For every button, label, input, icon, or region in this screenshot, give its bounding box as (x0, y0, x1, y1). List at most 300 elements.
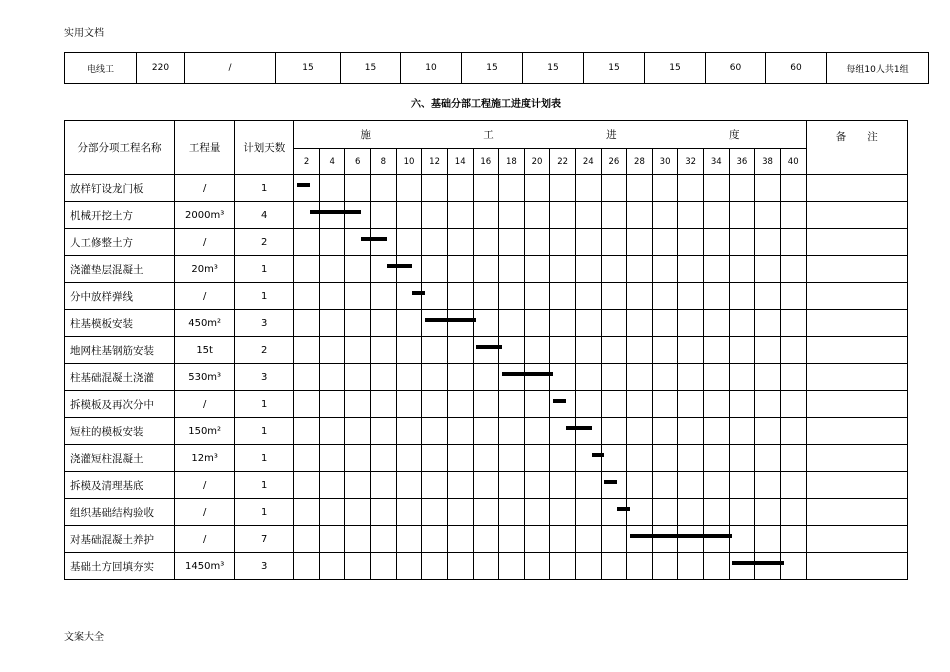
gantt-cell (396, 310, 422, 337)
gantt-cell (319, 499, 345, 526)
gantt-cell (780, 553, 806, 580)
gantt-cell (652, 283, 678, 310)
gantt-cell (601, 526, 627, 553)
gantt-cell (396, 472, 422, 499)
gantt-cell (524, 526, 550, 553)
remarks-cell (806, 202, 907, 229)
gantt-cell (755, 472, 781, 499)
gantt-cell (575, 310, 601, 337)
table-row (65, 229, 908, 256)
gantt-cell (780, 364, 806, 391)
gantt-cell (319, 229, 345, 256)
gantt-cell (396, 256, 422, 283)
gantt-cell (447, 337, 473, 364)
gantt-cell (499, 418, 525, 445)
gantt-cell (678, 418, 704, 445)
task-name: 地网柱基钢筋安装 (65, 337, 175, 364)
gantt-cell (473, 337, 499, 364)
gantt-cell (652, 175, 678, 202)
task-qty: / (175, 391, 235, 418)
gantt-cell (703, 256, 729, 283)
gantt-cell (755, 283, 781, 310)
gantt-cell (473, 553, 499, 580)
task-name: 拆模板及再次分中 (65, 391, 175, 418)
gantt-cell (319, 256, 345, 283)
gantt-cell (422, 310, 448, 337)
day-tick: 28 (627, 149, 653, 175)
gantt-cell (780, 499, 806, 526)
gantt-cell (703, 445, 729, 472)
gantt-cell (678, 364, 704, 391)
gantt-cell (345, 364, 371, 391)
gantt-bar (297, 183, 310, 187)
day-tick: 8 (371, 149, 397, 175)
task-qty: / (175, 526, 235, 553)
gantt-cell (652, 391, 678, 418)
gantt-cell (396, 526, 422, 553)
gantt-cell (319, 202, 345, 229)
gantt-cell (729, 472, 755, 499)
day-tick: 40 (780, 149, 806, 175)
gantt-cell (729, 553, 755, 580)
gantt-cell (575, 526, 601, 553)
gantt-cell (422, 364, 448, 391)
gantt-cell (627, 364, 653, 391)
gantt-cell (371, 310, 397, 337)
gantt-cell (294, 391, 320, 418)
task-name: 柱基模板安装 (65, 310, 175, 337)
top-row-cell: / (185, 53, 276, 84)
task-days: 1 (235, 499, 294, 526)
task-qty: 15t (175, 337, 235, 364)
gantt-cell (729, 310, 755, 337)
gantt-cell (627, 175, 653, 202)
gantt-cell (371, 256, 397, 283)
gantt-cell (627, 256, 653, 283)
gantt-cell (729, 499, 755, 526)
task-name: 短柱的模板安装 (65, 418, 175, 445)
task-name: 拆模及清理基底 (65, 472, 175, 499)
top-row-cell: 10 (401, 53, 462, 84)
gantt-cell (652, 472, 678, 499)
remarks-cell (806, 337, 907, 364)
gantt-cell (396, 499, 422, 526)
gantt-cell (652, 310, 678, 337)
gantt-cell (345, 175, 371, 202)
gantt-cell (575, 499, 601, 526)
gantt-cell (345, 391, 371, 418)
gantt-cell (729, 283, 755, 310)
gantt-cell (447, 391, 473, 418)
gantt-cell (780, 202, 806, 229)
table-row (65, 553, 908, 580)
top-row-cell: 电线工 (65, 53, 137, 84)
task-days: 3 (235, 553, 294, 580)
gantt-cell (729, 175, 755, 202)
gantt-cell (473, 364, 499, 391)
gantt-cell (550, 310, 576, 337)
gantt-cell (319, 526, 345, 553)
task-qty: 2000m³ (175, 202, 235, 229)
gantt-cell (652, 445, 678, 472)
task-name: 放样钉设龙门板 (65, 175, 175, 202)
gantt-cell (703, 526, 729, 553)
remarks-cell (806, 499, 907, 526)
gantt-cell (550, 553, 576, 580)
gantt-cell (627, 229, 653, 256)
gantt-cell (371, 391, 397, 418)
task-qty: 530m³ (175, 364, 235, 391)
schedule-table (64, 120, 908, 580)
gantt-cell (627, 283, 653, 310)
gantt-cell (473, 526, 499, 553)
gantt-cell (396, 202, 422, 229)
gantt-cell (755, 256, 781, 283)
gantt-cell (294, 310, 320, 337)
gantt-cell (294, 337, 320, 364)
gantt-cell (524, 310, 550, 337)
day-tick: 14 (447, 149, 473, 175)
gantt-cell (755, 418, 781, 445)
gantt-cell (678, 445, 704, 472)
gantt-cell (473, 445, 499, 472)
gantt-cell (396, 283, 422, 310)
gantt-cell (780, 526, 806, 553)
gantt-cell (755, 202, 781, 229)
day-tick: 38 (755, 149, 781, 175)
gantt-cell (780, 310, 806, 337)
gantt-cell (652, 526, 678, 553)
gantt-cell (524, 337, 550, 364)
gantt-cell (550, 229, 576, 256)
gantt-cell (294, 202, 320, 229)
gantt-cell (396, 418, 422, 445)
top-row-cell: 60 (766, 53, 827, 84)
gantt-cell (345, 553, 371, 580)
progress-header-char: 度 (728, 129, 740, 141)
top-row-cell: 15 (645, 53, 706, 84)
gantt-cell (524, 229, 550, 256)
gantt-cell (575, 337, 601, 364)
top-row-cell: 15 (276, 53, 341, 84)
gantt-cell (396, 391, 422, 418)
gantt-cell (294, 418, 320, 445)
task-name: 基础土方回填夯实 (65, 553, 175, 580)
gantt-cell (780, 256, 806, 283)
gantt-cell (575, 202, 601, 229)
task-days: 1 (235, 391, 294, 418)
table-row (65, 499, 908, 526)
gantt-cell (755, 445, 781, 472)
gantt-cell (319, 391, 345, 418)
gantt-cell (345, 256, 371, 283)
gantt-cell (550, 256, 576, 283)
gantt-cell (729, 445, 755, 472)
gantt-cell (627, 526, 653, 553)
gantt-cell (550, 202, 576, 229)
gantt-cell (755, 391, 781, 418)
gantt-cell (627, 445, 653, 472)
gantt-cell (345, 445, 371, 472)
gantt-cell (550, 283, 576, 310)
gantt-cell (729, 229, 755, 256)
task-days: 2 (235, 337, 294, 364)
gantt-cell (499, 526, 525, 553)
gantt-cell (473, 175, 499, 202)
gantt-cell (499, 310, 525, 337)
gantt-cell (499, 202, 525, 229)
gantt-cell (703, 283, 729, 310)
gantt-cell (678, 283, 704, 310)
top-row-cell: 每组10人共1组 (827, 53, 929, 84)
gantt-cell (499, 499, 525, 526)
gantt-cell (729, 202, 755, 229)
page-header: 实用文档 (64, 28, 104, 39)
gantt-cell (575, 418, 601, 445)
day-tick: 18 (499, 149, 525, 175)
gantt-cell (422, 526, 448, 553)
gantt-cell (601, 256, 627, 283)
gantt-cell (319, 472, 345, 499)
gantt-cell (447, 202, 473, 229)
gantt-cell (294, 283, 320, 310)
table-row (65, 364, 908, 391)
gantt-cell (371, 283, 397, 310)
gantt-cell (550, 391, 576, 418)
gantt-cell (473, 310, 499, 337)
gantt-cell (627, 202, 653, 229)
day-tick: 2 (294, 149, 320, 175)
gantt-cell (396, 175, 422, 202)
top-summary-row (64, 52, 929, 84)
gantt-cell (678, 553, 704, 580)
gantt-cell (703, 553, 729, 580)
task-name: 浇灌垫层混凝土 (65, 256, 175, 283)
table-row (65, 310, 908, 337)
table-row (65, 391, 908, 418)
gantt-cell (627, 553, 653, 580)
gantt-cell (627, 472, 653, 499)
table-row (65, 202, 908, 229)
day-tick: 12 (422, 149, 448, 175)
task-days: 1 (235, 445, 294, 472)
remarks-cell (806, 256, 907, 283)
gantt-cell (447, 256, 473, 283)
gantt-cell (755, 499, 781, 526)
remarks-cell (806, 472, 907, 499)
gantt-cell (524, 499, 550, 526)
progress-header-char: 工 (483, 129, 494, 141)
day-tick: 20 (524, 149, 550, 175)
top-row-cell: 220 (137, 53, 185, 84)
remarks-cell (806, 445, 907, 472)
gantt-cell (499, 175, 525, 202)
task-name: 柱基础混凝土浇灌 (65, 364, 175, 391)
gantt-cell (575, 256, 601, 283)
gantt-cell (422, 175, 448, 202)
gantt-cell (319, 364, 345, 391)
gantt-cell (371, 499, 397, 526)
gantt-cell (499, 391, 525, 418)
gantt-cell (371, 472, 397, 499)
gantt-cell (755, 175, 781, 202)
gantt-cell (447, 499, 473, 526)
remarks-cell (806, 526, 907, 553)
day-tick: 26 (601, 149, 627, 175)
gantt-cell (601, 418, 627, 445)
gantt-cell (447, 472, 473, 499)
gantt-cell (447, 283, 473, 310)
table-row (65, 418, 908, 445)
gantt-cell (473, 391, 499, 418)
gantt-cell (652, 364, 678, 391)
gantt-cell (678, 337, 704, 364)
gantt-cell (345, 337, 371, 364)
table-row (65, 445, 908, 472)
table-row (65, 526, 908, 553)
gantt-cell (447, 445, 473, 472)
gantt-cell (396, 445, 422, 472)
task-days: 1 (235, 256, 294, 283)
gantt-cell (550, 526, 576, 553)
remarks-cell (806, 364, 907, 391)
remarks-cell (806, 391, 907, 418)
day-tick: 16 (473, 149, 499, 175)
gantt-cell (422, 499, 448, 526)
top-row-cell: 15 (584, 53, 645, 84)
gantt-cell (575, 472, 601, 499)
gantt-cell (294, 256, 320, 283)
gantt-cell (294, 229, 320, 256)
gantt-cell (422, 391, 448, 418)
gantt-cell (319, 175, 345, 202)
gantt-cell (473, 472, 499, 499)
gantt-cell (371, 175, 397, 202)
task-days: 2 (235, 229, 294, 256)
gantt-cell (422, 445, 448, 472)
task-name: 浇灌短柱混凝土 (65, 445, 175, 472)
gantt-cell (678, 499, 704, 526)
progress-header-char: 进 (606, 129, 617, 141)
gantt-cell (345, 283, 371, 310)
gantt-cell (294, 175, 320, 202)
task-days: 7 (235, 526, 294, 553)
task-name: 分中放样弹线 (65, 283, 175, 310)
gantt-cell (371, 337, 397, 364)
gantt-cell (601, 229, 627, 256)
gantt-cell (550, 175, 576, 202)
gantt-cell (319, 337, 345, 364)
gantt-cell (473, 229, 499, 256)
day-tick: 4 (319, 149, 345, 175)
gantt-cell (422, 283, 448, 310)
gantt-cell (524, 472, 550, 499)
task-qty: 150m² (175, 418, 235, 445)
gantt-cell (524, 418, 550, 445)
task-qty: / (175, 472, 235, 499)
task-qty: / (175, 283, 235, 310)
gantt-cell (575, 364, 601, 391)
gantt-cell (396, 337, 422, 364)
task-qty: 1450m³ (175, 553, 235, 580)
day-tick: 34 (703, 149, 729, 175)
task-days: 4 (235, 202, 294, 229)
gantt-cell (473, 202, 499, 229)
gantt-cell (447, 526, 473, 553)
gantt-cell (601, 499, 627, 526)
gantt-cell (780, 337, 806, 364)
gantt-cell (755, 229, 781, 256)
gantt-cell (678, 175, 704, 202)
gantt-cell (575, 445, 601, 472)
gantt-cell (447, 553, 473, 580)
task-name: 对基础混凝土养护 (65, 526, 175, 553)
gantt-cell (703, 364, 729, 391)
gantt-cell (601, 283, 627, 310)
table-row (65, 283, 908, 310)
gantt-cell (780, 283, 806, 310)
gantt-cell (601, 310, 627, 337)
day-tick: 30 (652, 149, 678, 175)
remarks-cell (806, 283, 907, 310)
gantt-cell (345, 499, 371, 526)
gantt-cell (575, 175, 601, 202)
task-days: 1 (235, 418, 294, 445)
gantt-cell (678, 472, 704, 499)
schedule-title: 六、基础分部工程施工进度计划表 (411, 99, 561, 110)
gantt-cell (780, 175, 806, 202)
gantt-cell (447, 310, 473, 337)
day-tick: 24 (575, 149, 601, 175)
gantt-cell (345, 202, 371, 229)
gantt-cell (575, 553, 601, 580)
gantt-cell (601, 175, 627, 202)
gantt-cell (755, 553, 781, 580)
gantt-cell (678, 526, 704, 553)
day-tick: 32 (678, 149, 704, 175)
gantt-cell (422, 337, 448, 364)
gantt-cell (524, 202, 550, 229)
gantt-cell (396, 553, 422, 580)
gantt-cell (703, 229, 729, 256)
gantt-cell (294, 553, 320, 580)
gantt-cell (678, 229, 704, 256)
gantt-cell (729, 391, 755, 418)
gantt-cell (371, 229, 397, 256)
gantt-cell (422, 256, 448, 283)
gantt-cell (601, 553, 627, 580)
day-tick: 6 (345, 149, 371, 175)
gantt-cell (499, 445, 525, 472)
gantt-cell (780, 418, 806, 445)
remarks-cell (806, 175, 907, 202)
gantt-cell (729, 418, 755, 445)
column-header-days: 计划天数 (235, 121, 294, 175)
gantt-cell (652, 229, 678, 256)
remarks-cell (806, 229, 907, 256)
remarks-cell (806, 553, 907, 580)
gantt-cell (499, 229, 525, 256)
task-days: 1 (235, 472, 294, 499)
gantt-cell (499, 256, 525, 283)
task-days: 1 (235, 283, 294, 310)
gantt-cell (524, 445, 550, 472)
task-days: 3 (235, 310, 294, 337)
gantt-cell (524, 175, 550, 202)
gantt-cell (652, 418, 678, 445)
gantt-cell (499, 337, 525, 364)
remarks-cell (806, 418, 907, 445)
